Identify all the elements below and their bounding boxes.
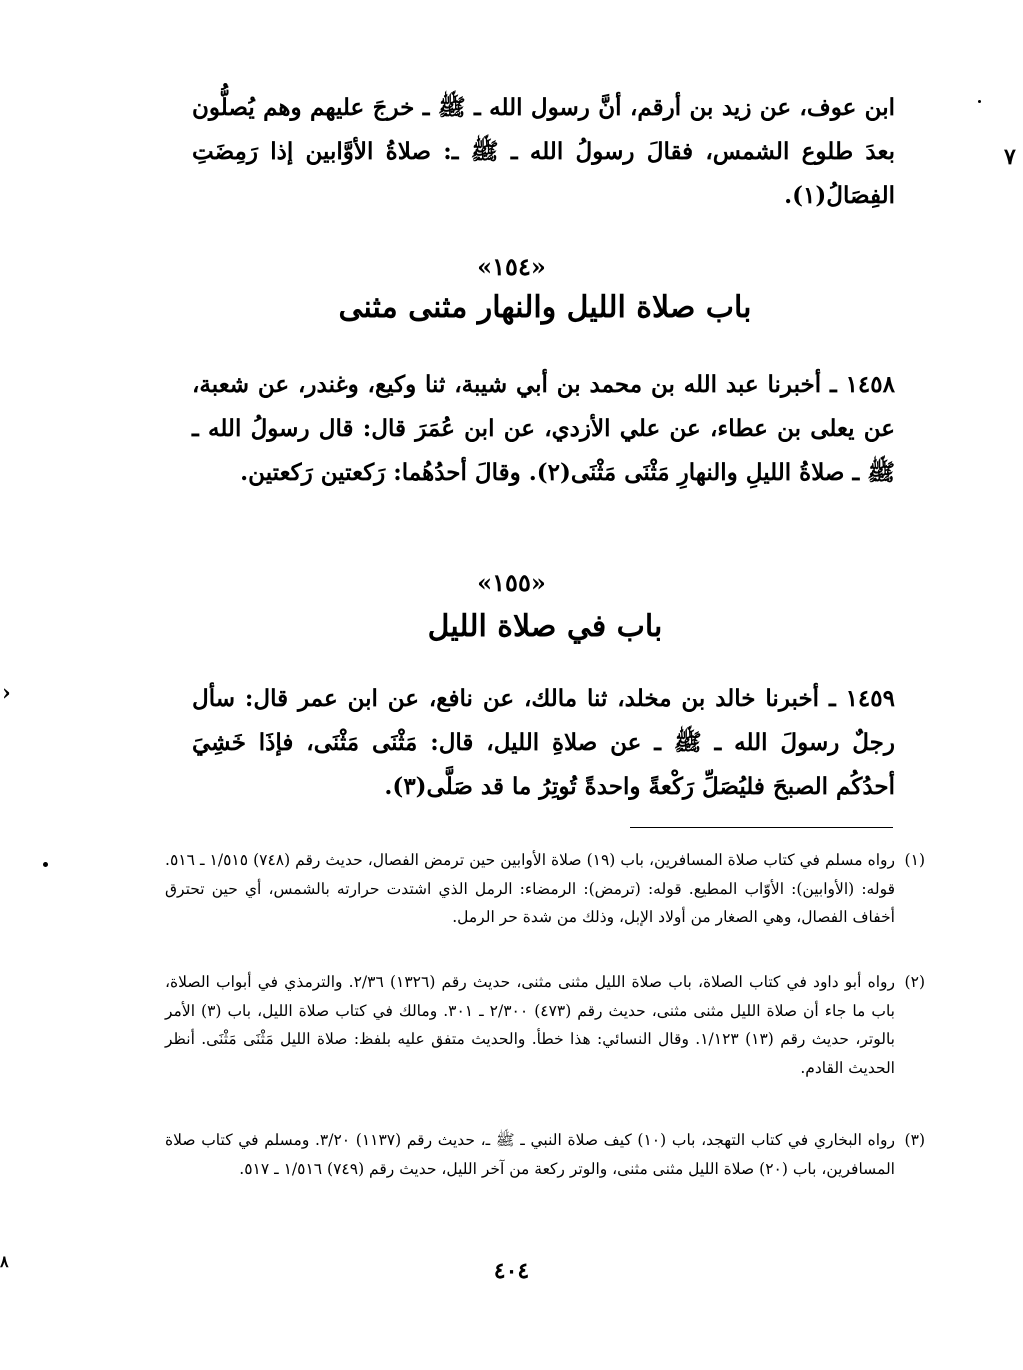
footnote-3 xyxy=(165,1126,925,1183)
footnote-marker: (١) xyxy=(904,851,925,869)
chapter-number: «١٥٥» xyxy=(477,568,546,597)
footnote-text: رواه البخاري في كتاب التهجد، باب (١٠) كيف صلاة النبي ـ ﷺ ـ، حديث رقم (١١٣٧) ٣/٢٠. ومسلم في كتاب صلاة المسافرين، باب (٢٠) صلاة الليل مثنى مثنى، والوتر ركعة من آخر الليل، حديث رقم (٧٤٩) ١/٥١٦ ـ ٥١٧. xyxy=(165,1131,895,1178)
footnote-separator xyxy=(630,827,893,828)
hadith-continuation-paragraph: ابن عوف، عن زيد بن أرقم، أنَّ رسول الله ـ ﷺ ـ خرجَ عليهم وهم يُصلُّون بعدَ طلوع الشمس، فقالَ رسولُ الله ـ ﷺ ـ: صلاةُ الأوَّابين إذا رَمِضَتِ الفِصَالُ(١). xyxy=(192,94,895,209)
chapter-title: باب في صلاة الليل xyxy=(427,609,663,644)
footnote-text: رواه مسلم في كتاب صلاة المسافرين، باب (١٩) صلاة الأوابين حين ترمض الفصال، حديث رقم (٧٤٨) ١/٥١٥ ـ ٥١٦. قوله: (الأوابين): الأوّاب المطيع. قوله: (ترمض): الرمضاء: الرمل الذي اشتدت حرارته بالشمس، أي حين تحترق أخفاف الفصال، وهي الصغار من أولاد الإبل، وذلك من شدة حر الرمل. xyxy=(165,851,895,926)
footnote-marker: (٢) xyxy=(904,973,925,991)
chapter-number: «١٥٤» xyxy=(477,252,546,281)
footnote-marker: (٣) xyxy=(904,1131,925,1149)
hadith-1458-paragraph: ١٤٥٨ ـ أخبرنا عبد الله بن محمد بن أبي شيبة، ثنا وكيع، وغندر، عن شعبة، عن يعلى بن عطاء، عن علي الأزدي، عن ابن عُمَرَ قال: قال رسولُ الله ـ ﷺ ـ صلاةُ الليلِ والنهارِ مَثْنَى مَثْنَى(٢). وقالَ أحدُهُما: رَكعتين رَكعتين. xyxy=(192,371,895,486)
footnote-text: رواه أبو داود في كتاب الصلاة، باب صلاة الليل مثنى مثنى، حديث رقم (١٣٢٦) ٢/٣٦. والترمذي في أبواب الصلاة، باب ما جاء أن صلاة الليل مثنى مثنى، حديث رقم (٤٧٣) ٢/٣٠٠ ـ ٣٠١. ومالك في كتاب صلاة الليل، باب (٣) الأمر بالوتر، حديث رقم (١٣) ١/١٢٣. وقال النسائي: هذا خطأ. والحديث متفق عليه بلفظ: صلاة الليل مَثْنَى مَثْنَى. أنظر الحديث القادم. xyxy=(165,973,895,1077)
margin-mark: ٨ xyxy=(0,1252,9,1271)
print-speck xyxy=(43,862,48,867)
chapter-title: باب صلاة الليل والنهار مثنى مثنى xyxy=(338,290,752,325)
page-number: ٤٠٤ xyxy=(493,1258,530,1284)
print-speck xyxy=(978,100,981,103)
margin-mark: ٧ xyxy=(1004,144,1016,170)
margin-mark: › xyxy=(2,680,11,706)
footnote-2 xyxy=(165,968,925,1082)
hadith-1459-paragraph: ١٤٥٩ ـ أخبرنا خالد بن مخلد، ثنا مالك، عن نافع، عن ابن عمر قال: سأل رجلٌ رسولَ الله ـ ﷺ ـ عن صلاةِ الليل، قال: مَثْنَى مَثْنَى، فإذَا خَشِيَ أحدُكُم الصبحَ فليُصَلِّ رَكْعةً واحدةً تُوتِرُ ما قد صَلَّى(٣). xyxy=(192,685,895,800)
footnote-1 xyxy=(165,846,925,932)
